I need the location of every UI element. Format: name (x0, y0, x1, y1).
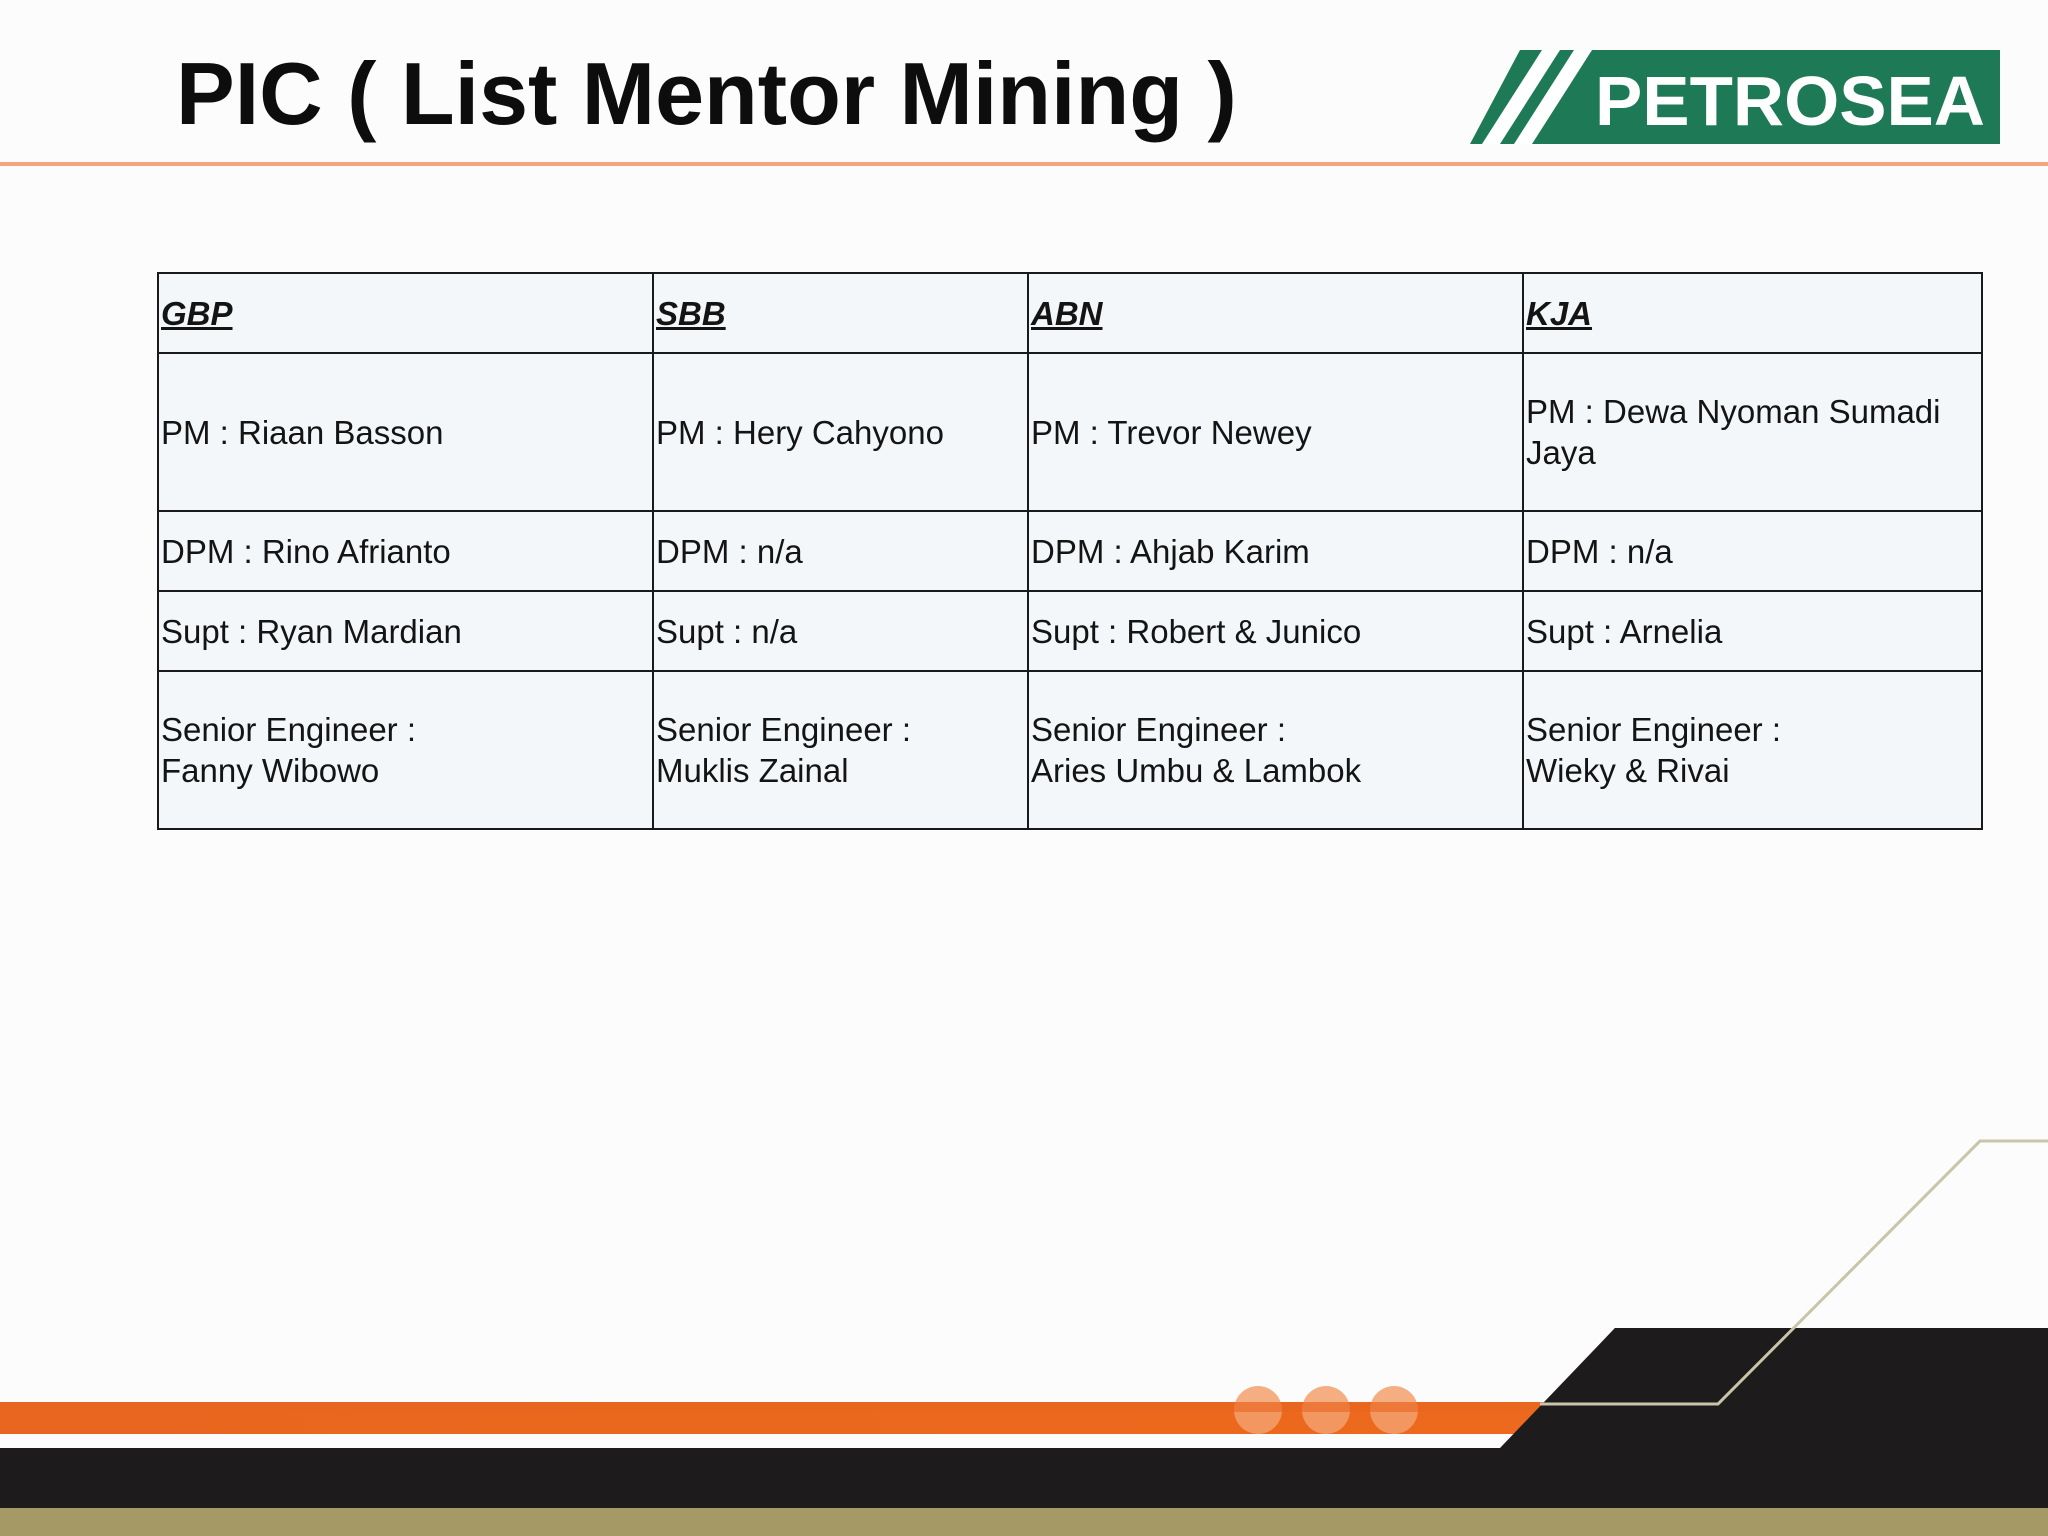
logo-text: PETROSEA (1595, 62, 1985, 140)
pm-abn: PM : Trevor Newey (1028, 353, 1523, 511)
senior-engineer-kja: Senior Engineer : Wieky & Rivai (1523, 671, 1982, 829)
table-row-pm (158, 353, 1982, 511)
dpm-sbb: DPM : n/a (653, 511, 1028, 591)
header-sbb: SBB (653, 273, 1028, 353)
table-header-row (158, 273, 1982, 353)
header-kja: KJA (1523, 273, 1982, 353)
dpm-abn: DPM : Ahjab Karim (1028, 511, 1523, 591)
dpm-gbp: DPM : Rino Afrianto (158, 511, 653, 591)
table-row-dpm (158, 511, 1982, 591)
dpm-kja: DPM : n/a (1523, 511, 1982, 591)
pm-gbp: PM : Riaan Basson (158, 353, 653, 511)
header-divider (0, 162, 2048, 166)
senior-engineer-sbb: Senior Engineer : Muklis Zainal (653, 671, 1028, 829)
pm-kja: PM : Dewa Nyoman Sumadi Jaya (1523, 353, 1982, 511)
footer-olive-band (0, 1508, 2048, 1536)
table-row-senior-engineer (158, 671, 1982, 829)
page-title: PIC ( List Mentor Mining ) (176, 44, 1237, 143)
supt-sbb: Supt : n/a (653, 591, 1028, 671)
senior-engineer-gbp: Senior Engineer : Fanny Wibowo (158, 671, 653, 829)
header-abn: ABN (1028, 273, 1523, 353)
petrosea-logo (1470, 50, 2000, 144)
footer-decoration (0, 1120, 2048, 1536)
senior-engineer-abn: Senior Engineer : Aries Umbu & Lambok (1028, 671, 1523, 829)
supt-abn: Supt : Robert & Junico (1028, 591, 1523, 671)
supt-gbp: Supt : Ryan Mardian (158, 591, 653, 671)
supt-kja: Supt : Arnelia (1523, 591, 1982, 671)
pm-sbb: PM : Hery Cahyono (653, 353, 1028, 511)
header-gbp: GBP (158, 273, 653, 353)
table-row-supt (158, 591, 1982, 671)
footer-dark-wedge (1500, 1328, 1615, 1448)
mentor-table (157, 272, 1983, 830)
